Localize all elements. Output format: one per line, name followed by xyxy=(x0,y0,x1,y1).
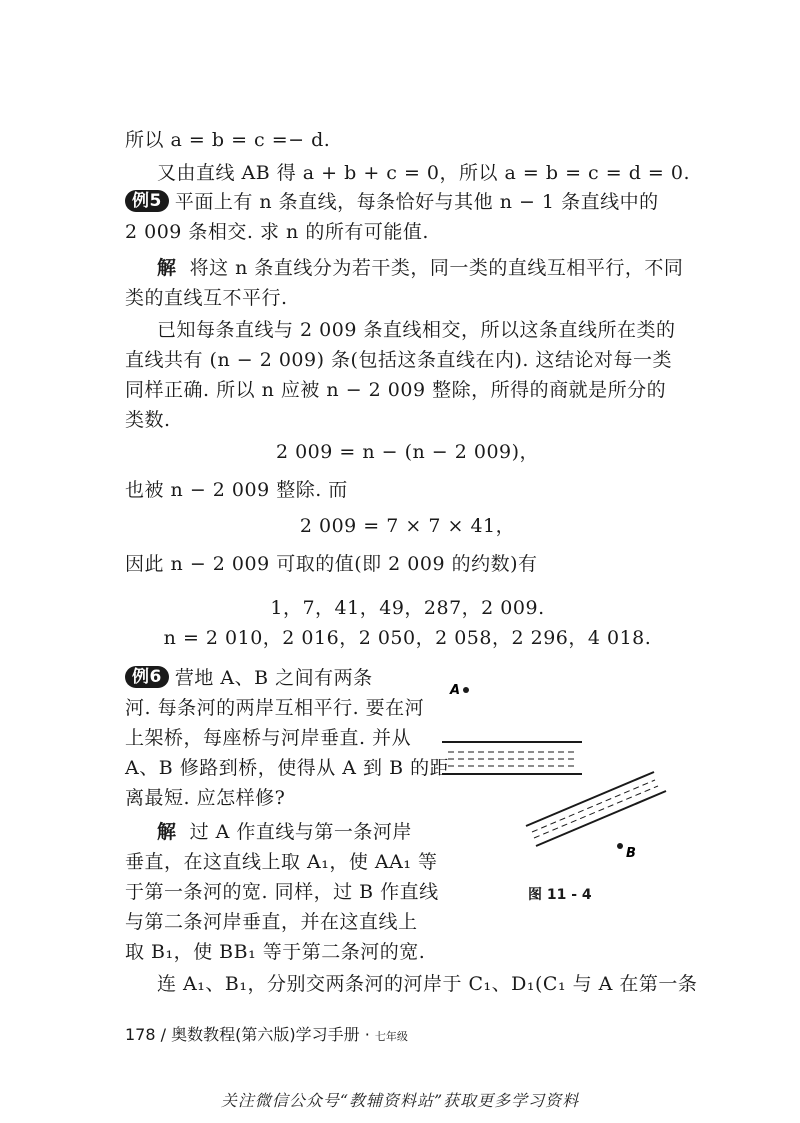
figure-caption: 图 11 - 4 xyxy=(528,887,592,903)
book-title: 奥数教程(第六版)学习手册 xyxy=(171,1025,360,1044)
solution-text: 过 A 作直线与第一条河岸 xyxy=(189,821,412,843)
text-line: 取 B₁，使 BB₁ 等于第二条河的宽. xyxy=(125,941,426,963)
text-line: 于第一条河的宽. 同样，过 B 作直线 xyxy=(125,881,439,903)
text-line: 连 A₁、B₁，分别交两条河的河岸于 C₁、D₁(C₁ 与 A 在第一条 xyxy=(157,973,698,995)
solution-label: 解 xyxy=(157,257,177,279)
footer-dot: · xyxy=(364,1025,370,1044)
point-a-label: A xyxy=(450,683,461,698)
grade-label: 七年级 xyxy=(374,1030,408,1043)
second-river xyxy=(526,772,666,846)
text-line: 已知每条直线与 2 009 条直线相交，所以这条直线所在类的 xyxy=(157,319,676,341)
text-line: 类的直线互不平行. xyxy=(125,287,288,309)
text-line: A、B 修路到桥，使得从 A 到 B 的距 xyxy=(125,757,450,779)
text-line: 离最短. 应怎样修? xyxy=(125,787,286,809)
text-line: 所以 a = b = c =− d. xyxy=(125,129,331,151)
equation: n = 2 010，2 016，2 050，2 058，2 296，4 018. xyxy=(163,627,652,649)
solution-label: 解 xyxy=(157,821,177,843)
page-footer xyxy=(125,1022,408,1045)
first-river xyxy=(442,742,582,774)
footer-slash: / xyxy=(160,1025,167,1044)
equation: 2 009 = n − (n − 2 009)， xyxy=(275,441,540,463)
text-line: 垂直，在这直线上取 A₁，使 AA₁ 等 xyxy=(125,851,438,873)
text-line: 2 009 条相交. 求 n 的所有可能值. xyxy=(125,221,429,243)
point-b xyxy=(617,843,636,861)
text-line: 直线共有 (n − 2 009) 条(包括这条直线在内). 这结论对每一类 xyxy=(125,349,672,371)
text-line: 因此 n − 2 009 可取的值(即 2 009 的约数)有 xyxy=(125,553,538,575)
text-line: 上架桥，每座桥与河岸垂直. 并从 xyxy=(125,727,412,749)
text-line: 类数. xyxy=(125,409,171,431)
solution-text: 将这 n 条直线分为若干类，同一类的直线互相平行，不同 xyxy=(189,257,684,279)
watermark: 关注微信公众号“教辅资料站”获取更多学习资料 xyxy=(220,1091,580,1110)
example-5-badge: 例5 xyxy=(125,190,169,212)
point-b-label: B xyxy=(626,846,636,861)
equation: 2 009 = 7 × 7 × 41， xyxy=(299,515,516,537)
example-6-badge: 例6 xyxy=(125,666,169,688)
equation: 1，7，41，49，287，2 009. xyxy=(270,597,545,619)
text-line: 同样正确. 所以 n 应被 n − 2 009 整除，所得的商就是所分的 xyxy=(125,379,667,401)
text-line: 河. 每条河的两岸互相平行. 要在河 xyxy=(125,697,425,719)
text-line: 也被 n − 2 009 整除. 而 xyxy=(125,479,348,501)
example-6-text: 营地 A、B 之间有两条 xyxy=(174,667,373,689)
example-5-text: 平面上有 n 条直线，每条恰好与其他 n − 1 条直线中的 xyxy=(174,191,659,213)
text-line: 与第二条河岸垂直，并在这直线上 xyxy=(125,911,418,933)
point-a xyxy=(449,683,469,698)
text-line: 又由直线 AB 得 a + b + c = 0，所以 a = b = c = d = 0. xyxy=(157,162,690,184)
page-number: 178 xyxy=(125,1025,156,1044)
